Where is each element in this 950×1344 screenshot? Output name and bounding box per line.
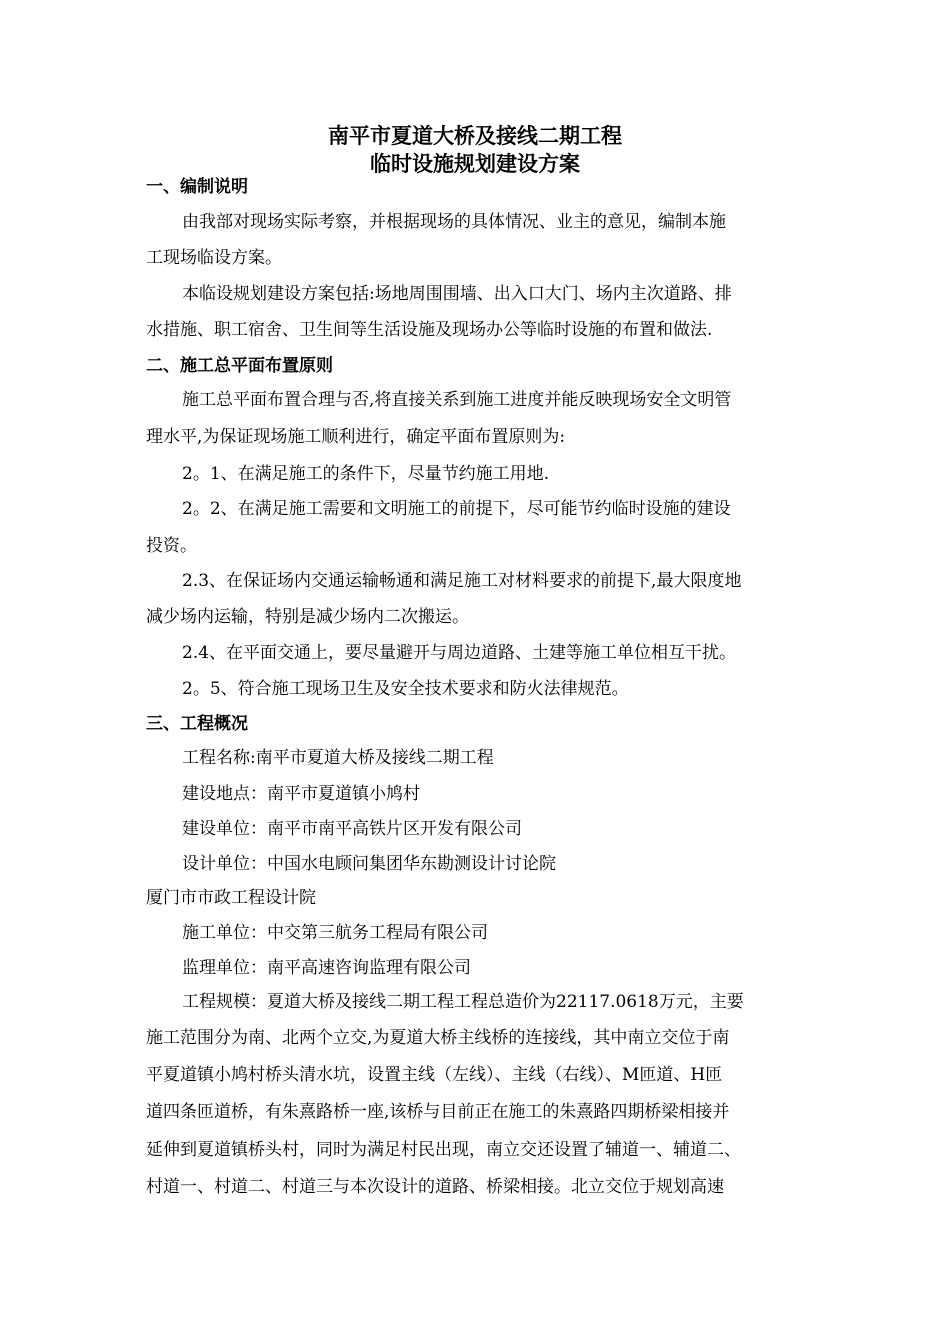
- section-heading: 二、施工总平面布置原则: [146, 356, 333, 376]
- paragraph-line: 施工总平面布置合理与否,将直接关系到施工进度并能反映现场安全文明管: [182, 390, 732, 410]
- section-heading: 三、工程概况: [146, 714, 248, 734]
- paragraph-line: 本临设规划建设方案包括:场地周围围墙、出入口大门、场内主次道路、排: [182, 284, 732, 304]
- paragraph-line: 工现场临设方案。: [146, 248, 282, 268]
- section-heading: 一、编制说明: [146, 177, 248, 197]
- paragraph-line: 水措施、职工宿舍、卫生间等生活设施及现场办公等临时设施的布置和做法.: [146, 320, 713, 340]
- project-designer-cont: 厦门市市政工程设计院: [146, 888, 316, 908]
- project-designer: 设计单位：中国水电顾问集团华东勘测设计讨论院: [182, 854, 556, 874]
- project-location: 建设地点：南平市夏道镇小鸠村: [182, 784, 420, 804]
- document-title: 南平市夏道大桥及接线二期工程: [328, 124, 622, 148]
- paragraph-line: 平夏道镇小鸠村桥头清水坑，设置主线（左线）、主线（右线）、M匝道、H匝: [146, 1065, 723, 1085]
- paragraph-line: 减少场内运输，特别是减少场内二次搬运。: [146, 607, 469, 627]
- project-owner: 建设单位：南平市南平高铁片区开发有限公司: [182, 819, 522, 839]
- list-item: 2.3、在保证场内交通运输畅通和满足施工对材料要求的前提下,最大限度地: [182, 571, 742, 591]
- project-supervisor: 监理单位：南平高速咨询监理有限公司: [182, 958, 471, 978]
- paragraph-line: 由我部对现场实际考察，并根据现场的具体情况、业主的意见，编制本施: [182, 212, 726, 232]
- document-subtitle: 临时设施规划建设方案: [370, 152, 580, 176]
- paragraph-line: 工程规模：夏道大桥及接线二期工程工程总造价为22117.0618万元，主要: [182, 992, 744, 1012]
- paragraph-line: 投资。: [146, 536, 197, 556]
- project-name: 工程名称:南平市夏道大桥及接线二期工程: [182, 748, 494, 768]
- paragraph-line: 道四条匝道桥，有朱熹路桥一座,该桥与目前正在施工的朱熹路四期桥梁相接并: [146, 1102, 730, 1122]
- paragraph-line: 村道一、村道二、村道三与本次设计的道路、桥梁相接。北立交位于规划高速: [146, 1177, 724, 1197]
- list-item: 2.4、在平面交通上，要尽量避开与周边道路、土建等施工单位相互干扰。: [182, 643, 737, 663]
- list-item: 2。5、符合施工现场卫生及安全技术要求和防火法律规范。: [182, 679, 629, 699]
- list-item: 2。1、在满足施工的条件下，尽量节约施工用地.: [182, 464, 550, 484]
- paragraph-line: 延伸到夏道镇桥头村，同时为满足村民出现，南立交还设置了辅道一、辅道二、: [146, 1140, 741, 1160]
- paragraph-line: 施工范围分为南、北两个立交,为夏道大桥主线桥的连接线，其中南立交位于南: [146, 1028, 730, 1048]
- project-contractor: 施工单位：中交第三航务工程局有限公司: [182, 923, 488, 943]
- list-item: 2。2、在满足施工需要和文明施工的前提下，尽可能节约临时设施的建设: [182, 499, 731, 519]
- paragraph-line: 理水平,为保证现场施工顺利进行，确定平面布置原则为:: [146, 427, 566, 447]
